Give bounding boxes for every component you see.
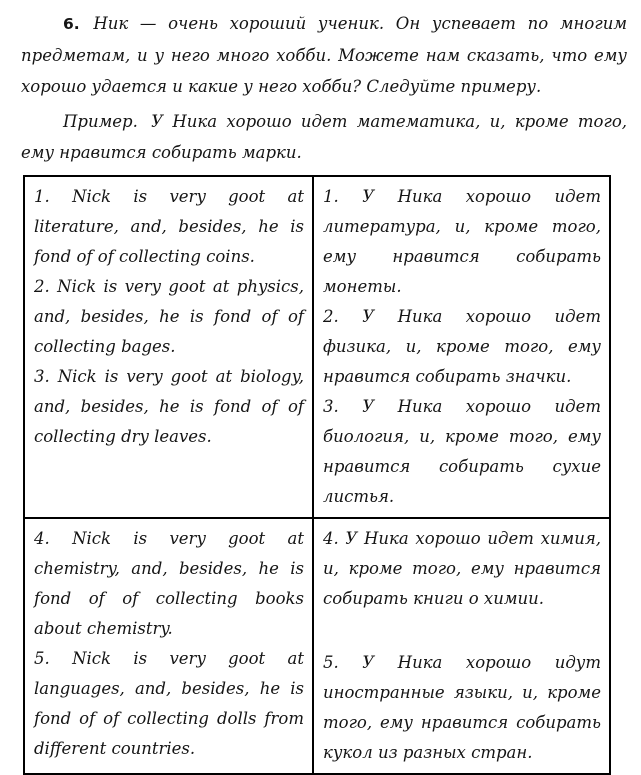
english-cell-bottom — [24, 518, 313, 774]
russian-cell-top — [313, 176, 610, 518]
list-item: 4. Nick is very goot at chemistry, and, besides, he is fond of of collecting books about chemistry. — [34, 529, 304, 638]
list-item: 3. Nick is very goot at biology, and, besides, he is fond of of collecting dry leaves. — [34, 367, 304, 446]
list-item: 5. Nick is very goot at languages, and, besides, he is fond of of collecting dolls from different countries. — [34, 649, 304, 758]
list-item: 5. У Ника хорошо идут иностранные языки, и, кроме того, ему нравится собирать кукол из разных стран. — [323, 653, 601, 762]
list-item: 2. Nick is very goot at physics, and, besides, he is fond of of collecting bages. — [34, 277, 304, 356]
list-item: 4. У Ника хорошо идет химия, и, кроме того, ему нравится собирать книги о химии. — [323, 529, 601, 608]
list-item: 2. У Ника хорошо идет физика, и, кроме того, ему нравится собирать значки. — [323, 307, 601, 386]
list-item: 1. У Ника хорошо идет литература, и, кроме того, ему нравится собирать монеты. — [323, 187, 601, 296]
exercise-number: 6. — [63, 15, 80, 33]
exercise-table — [23, 175, 611, 775]
list-item: 3. У Ника хорошо идет биология, и, кроме того, ему нравится собирать сухие листья. — [323, 397, 601, 506]
task-paragraph — [21, 8, 627, 102]
example-paragraph — [21, 106, 627, 168]
list-item: 1. Nick is very goot at literature, and, besides, he is fond of of collecting coins. — [34, 187, 304, 266]
example-label: Пример. — [63, 112, 138, 131]
task-text: Ник — очень хороший ученик. Он успевает по многим предметам, и у него много хобби. Можете нам сказать, что ему хорошо удается и какие у него хобби? Следуйте примеру. — [21, 14, 627, 96]
table-row-bottom — [24, 518, 610, 774]
example-text: У Ника хорошо идет математика, и, кроме того, ему нравится собирать марки. — [21, 112, 627, 162]
table-row-top — [24, 176, 610, 518]
russian-cell-bottom — [313, 518, 610, 774]
english-cell-top — [24, 176, 313, 518]
